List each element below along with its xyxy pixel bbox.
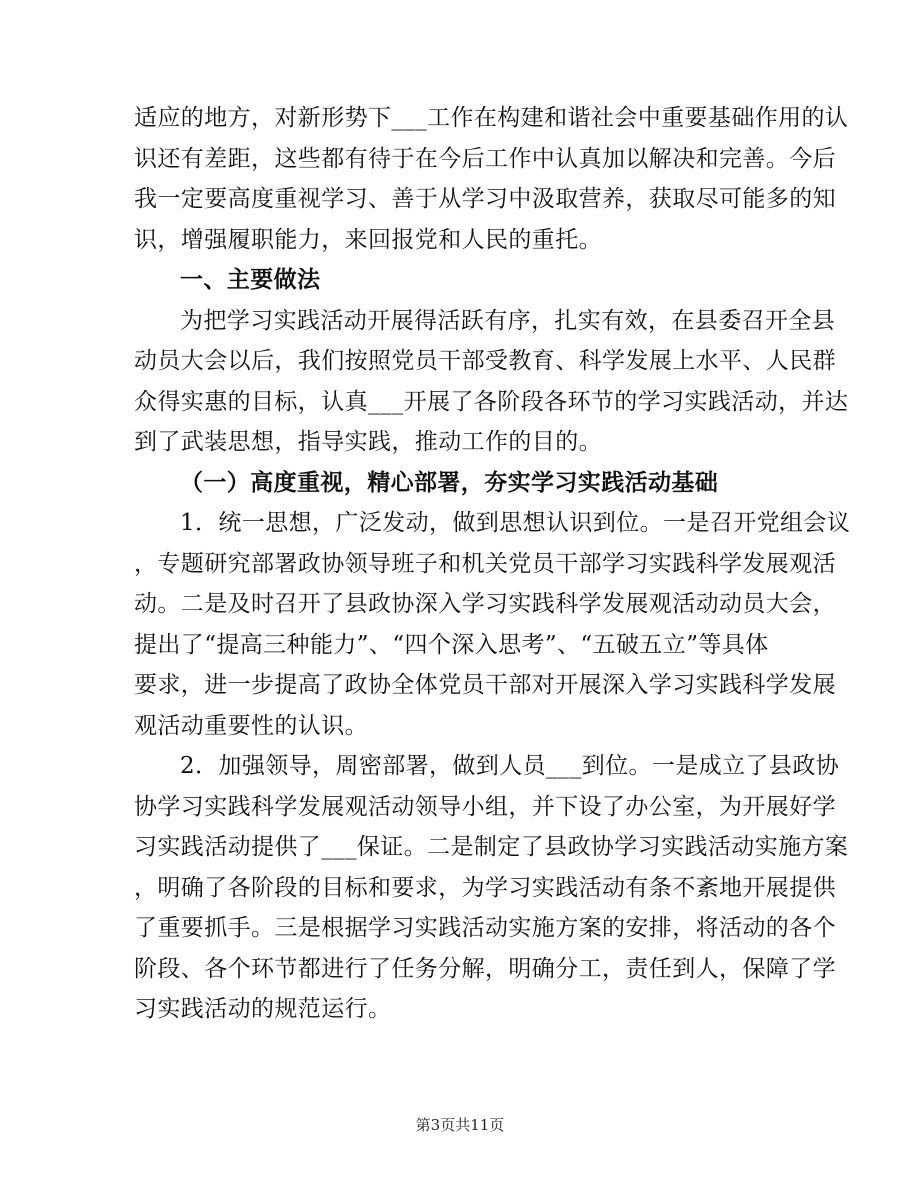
body-text-line: 我一定要高度重视学习、善于从学习中汲取营养，获取尽可能多的知 [134,186,836,212]
body-text-line: ，明确了各阶段的目标和要求，为学习实践活动有条不紊地开展提供 [134,874,836,901]
body-text-line: 众得实惠的目标，认真___开展了各阶段各环节的学习实践活动，并达 [134,388,849,415]
section-heading: 一、主要做法 [180,266,321,293]
body-text-line: 适应的地方，对新形势下___工作在构建和谐社会中重要基础作用的认 [134,105,849,131]
body-text-line: 要求，进一步提高了政协全体党员干部对开展深入学习实践科学发展 [134,672,836,698]
body-text-line: 为把学习实践活动开展得活跃有序，扎实有效，在县委召开全县 [180,307,836,334]
body-text-line: 习实践活动提供了___保证。二是制定了县政协学习实践活动实施方案 [134,834,849,860]
body-text-line: 阶段、各个环节都进行了任务分解，明确分工，责任到人，保障了学 [134,955,836,982]
body-text-line: 提出了“提高三种能力”、“四个深入思考”、“五破五立”等具体 [134,631,769,658]
document-body [134,98,851,1030]
body-text-line: 识，增强履职能力，来回报党和人民的重托。 [134,226,602,253]
body-text-line: 1．统一思想，广泛发动，做到思想认识到位。一是召开党组会议 [180,510,851,536]
body-text-line: 动员大会以后，我们按照党员干部受教育、科学发展上水平、人民群 [134,348,836,374]
body-text-line: 到了武装思想，指导实践，推动工作的目的。 [134,429,602,455]
page-number: 第3页共11页 [415,1116,505,1134]
body-text-line: 了重要抓手。三是根据学习实践活动实施方案的安排，将活动的各个 [134,915,836,941]
body-text-line: 习实践活动的规范运行。 [134,996,392,1022]
body-text-line: 识还有差距，这些都有待于在今后工作中认真加以解决和完善。今后 [134,145,836,172]
body-text-line: 观活动重要性的认识。 [134,712,368,739]
subsection-heading: （一）高度重视，精心部署，夯实学习实践活动基础 [180,468,719,496]
body-text-line: 动。二是及时召开了县政协深入学习实践科学发展观活动动员大会， [134,591,836,617]
body-text-line: 协学习实践科学发展观活动领导小组，并下设了办公室，为开展好学 [134,793,836,820]
body-text-line: 2．加强领导，周密部署，做到人员___到位。一是成立了县政协 [180,753,840,779]
body-text-line: ，专题研究部署政协领导班子和机关党员干部学习实践科学发展观活 [134,550,836,577]
